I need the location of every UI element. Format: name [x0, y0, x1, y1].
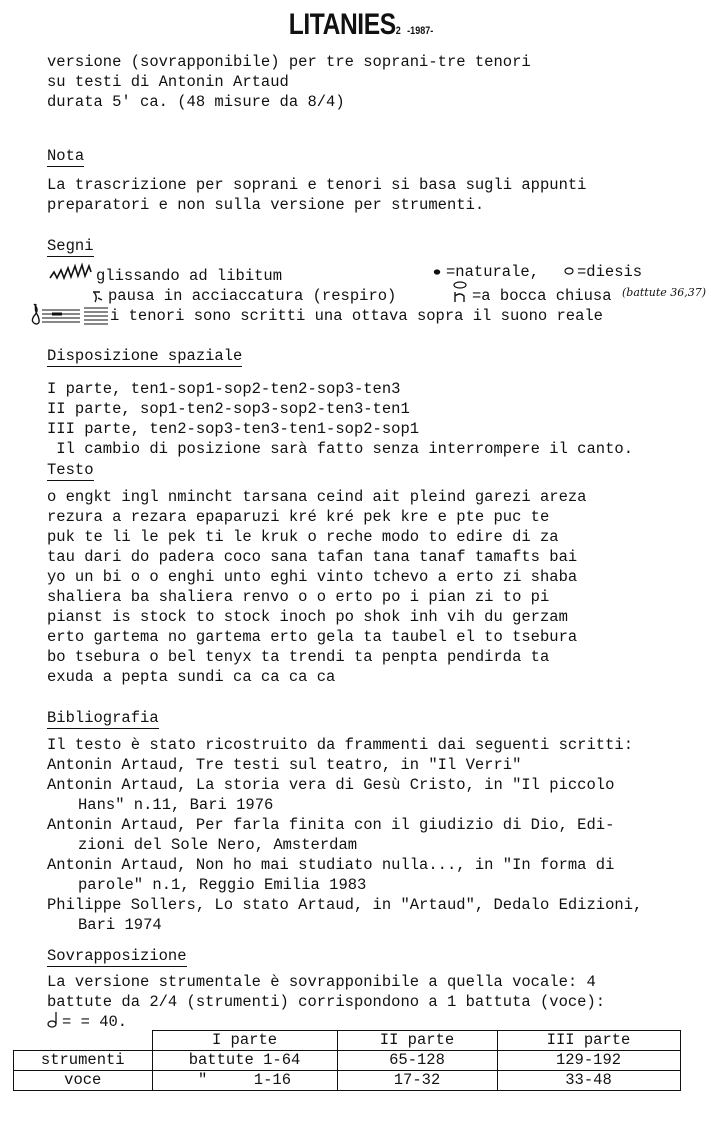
intro-line-1: versione (sovrapponibile) per tre soprani-tre tenori [47, 53, 531, 71]
table-header-row [14, 1031, 681, 1051]
intro-line-2: su testi di Antonin Artaud [47, 73, 289, 91]
octave-staff-icon [28, 302, 112, 328]
diesis-label: =diesis [577, 263, 643, 281]
bibliografia-line: Antonin Artaud, Per farla finita con il giudizio di Dio, Edi- [47, 816, 615, 834]
disposizione-line-1: I parte, ten1-sop1-sop2-ten2-sop3-ten3 [47, 380, 401, 398]
table-cell: 65-128 [337, 1051, 497, 1071]
sovrapposizione-heading: Sovrapposizione [47, 947, 187, 965]
nota-heading: Nota [47, 147, 85, 165]
title-year: -1987- [407, 25, 434, 37]
bibliografia-line: Antonin Artaud, La storia vera di Gesù Cristo, in "Il piccolo [47, 776, 615, 794]
sovrapposizione-line-2: battute da 2/4 (strumenti) corrispondono a 1 battuta (voce): [47, 993, 606, 1011]
testo-line: tau dari do padera coco sana tafan tana tanaf tamafts bai [47, 548, 578, 566]
bibliografia-line: Antonin Artaud, Non ho mai studiato nulla..., in "In forma di [47, 856, 615, 874]
sharp-notehead-icon [563, 265, 575, 277]
nota-line-1: La trascrizione per soprani e tenori si basa sugli appunti [47, 176, 587, 194]
table-cell: battute 1-64 [152, 1051, 337, 1071]
half-note-icon [46, 1010, 60, 1030]
glissando-icon [48, 262, 98, 286]
title-text: LITANIES [288, 8, 396, 41]
bocca-chiusa-note: (battute 36,37) [622, 286, 707, 299]
table-cell: " 1-16 [152, 1071, 337, 1091]
natural-notehead-icon [431, 266, 443, 278]
tempo-marking: = = 40. [62, 1013, 128, 1031]
nota-line-2: preparatori e non sulla versione per strumenti. [47, 196, 485, 214]
table-header-cell: II parte [337, 1031, 497, 1051]
testo-line: erto gartema no gartema erto gela ta taubel el to tsebura [47, 628, 578, 646]
table-cell: 129-192 [497, 1051, 680, 1071]
disposizione-heading: Disposizione spaziale [47, 347, 243, 365]
bibliografia-line: zioni del Sole Nero, Amsterdam [78, 836, 358, 854]
page-title [65, 8, 657, 48]
table-header-cell: III parte [497, 1031, 680, 1051]
testo-line: puk te li le pek ti le kruk o reche modo to edire di za [47, 528, 559, 546]
glissando-label: glissando ad libitum [96, 267, 283, 285]
disposizione-line-3: III parte, ten2-sop3-ten3-ten1-sop2-sop1 [47, 420, 420, 438]
bibliografia-line: Antonin Artaud, Tre testi sul teatro, in "Il Verri" [47, 756, 522, 774]
testo-line: rezura a rezara epaparuzi kré kré pek kre e pte puc te [47, 508, 550, 526]
testo-line: o engkt ingl nminсht tarsana ceind ait pleind garezi areza [47, 488, 587, 506]
naturale-label: =naturale, [446, 263, 540, 281]
table-cell: 17-32 [337, 1071, 497, 1091]
pausa-label: pausa in acciaccatura (respiro) [108, 287, 397, 305]
correspondence-table [13, 1030, 681, 1091]
closed-mouth-icon [448, 280, 472, 306]
disposizione-line-4: Il cambio di posizione sarà fatto senza interrompere il canto. [47, 440, 633, 458]
disposizione-line-2: II parte, sop1-ten2-sop3-sop2-ten3-ten1 [47, 400, 410, 418]
table-header-cell: I parte [152, 1031, 337, 1051]
intro-line-3: durata 5' ca. (48 misure da 8/4) [47, 93, 345, 111]
bibliografia-line: Bari 1974 [78, 916, 162, 934]
table-cell: voce [14, 1071, 153, 1091]
table-cell: strumenti [14, 1051, 153, 1071]
bibliografia-heading: Bibliografia [47, 709, 159, 727]
table-row [14, 1051, 681, 1071]
table-cell: 33-48 [497, 1071, 680, 1091]
bibliografia-line: Il testo è stato ricostruito da frammenti dai seguenti scritti: [47, 736, 633, 754]
testo-heading: Testo [47, 461, 94, 479]
testo-line: yo un bi o o enghi unto eghi vinto tchevo a erto zi shaba [47, 568, 578, 586]
testo-line: exuda a pepta sundi ca ca ca ca [47, 668, 336, 686]
segni-heading: Segni [47, 237, 94, 255]
bibliografia-line: Philippe Sollers, Lo stato Artaud, in "Artaud", Dedalo Edizioni, [47, 896, 643, 914]
testo-line: pianst is stock to stock inoch po shok inh vih du gerzam [47, 608, 568, 626]
bocca-chiusa-label: =a bocca chiusa [472, 287, 612, 305]
title-index: 2 [395, 25, 401, 37]
testo-line: bo tsebura o bel tenyx ta trendi ta penpta pendirda ta [47, 648, 550, 666]
table-header-cell [14, 1031, 153, 1051]
tenori-label: i tenori sono scritti una ottava sopra il suono reale [110, 307, 603, 325]
table-row [14, 1071, 681, 1091]
sovrapposizione-line-1: La versione strumentale è sovrapponibile a quella vocale: 4 [47, 973, 596, 991]
testo-line: shaliera ba shaliera renvo o o erto po i pian zi to pi [47, 588, 550, 606]
bibliografia-line: parole" n.1, Reggio Emilia 1983 [78, 876, 367, 894]
bibliografia-line: Hans" n.11, Bari 1976 [78, 796, 274, 814]
